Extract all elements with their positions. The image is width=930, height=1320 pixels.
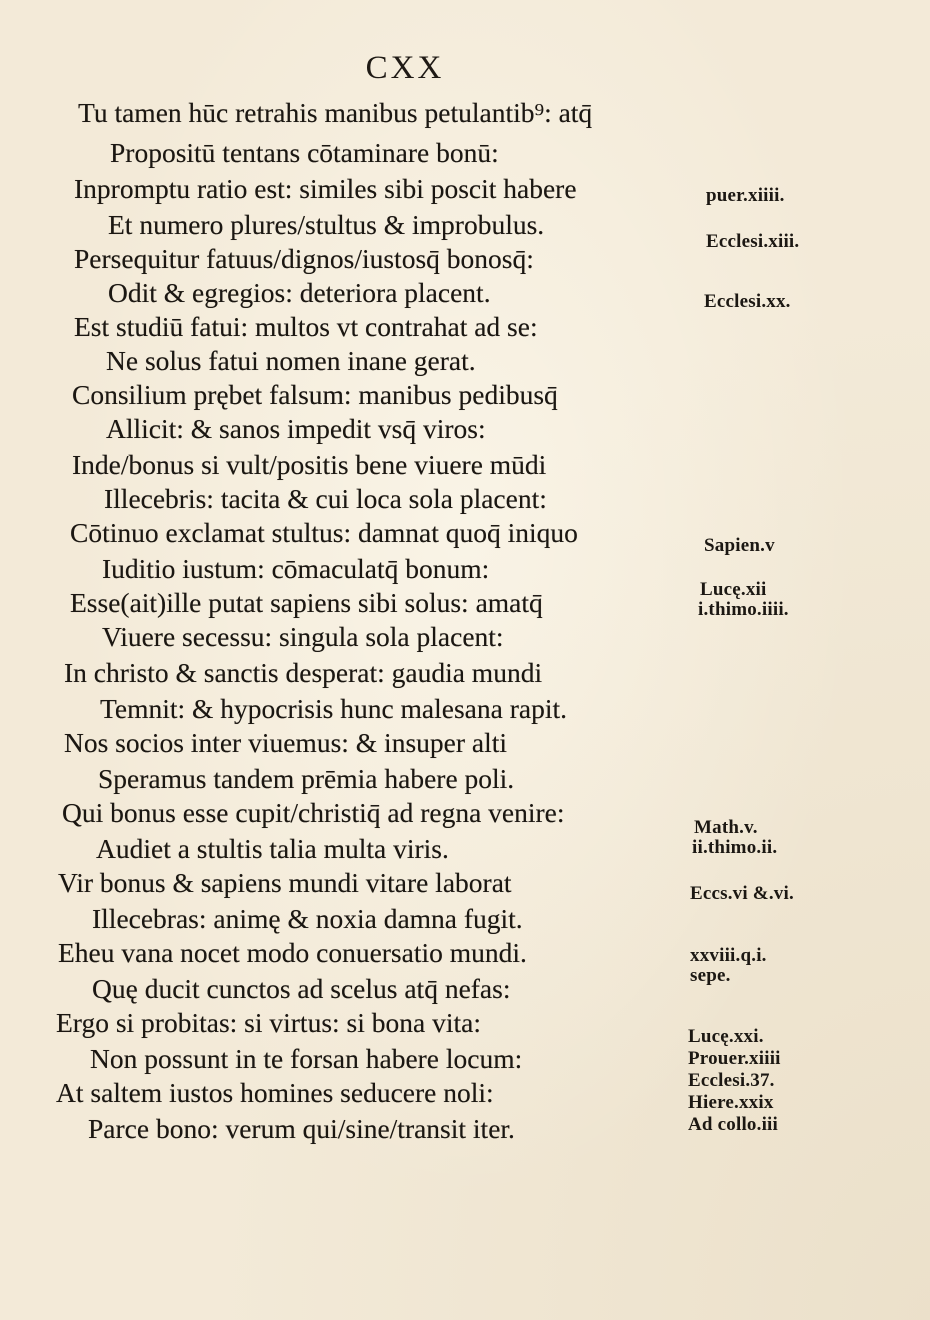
margin-note-line: Lucę.xxi. xyxy=(688,1026,764,1047)
verse-line: Illecebras: animę & noxia damna fugit. xyxy=(92,903,523,934)
margin-note xyxy=(690,946,767,986)
verse-line: Odit & egregios: deteriora placent. xyxy=(108,277,491,308)
margin-note-line: i.thimo.iiii. xyxy=(698,599,789,620)
margin-note: puer.xiiii. xyxy=(706,185,785,206)
margin-note-line: xxviii.q.i. xyxy=(690,945,767,966)
verse-line: Consilium prębet falsum: manibus pedibusq̄ xyxy=(72,379,558,410)
margin-note-line: Ad collo.iii xyxy=(688,1114,779,1135)
verse-line: Inde/bonus si vult/positis bene viuere mūdi xyxy=(72,449,547,480)
margin-note-line: Prouer.xiiii xyxy=(688,1048,781,1069)
verse-line: Tu tamen hūc retrahis manibus petulantib⁹: atq̄ xyxy=(78,97,593,128)
verse-line: Persequitur fatuus/dignos/iustosq̄ bonosq̄: xyxy=(74,243,534,274)
verse-line: Non possunt in te forsan habere locum: xyxy=(90,1043,523,1074)
verse-line: Ne solus fatui nomen inane gerat. xyxy=(106,345,476,376)
margin-note: Ecclesi.xx. xyxy=(704,291,791,312)
margin-note xyxy=(692,818,777,858)
verse-line: Speramus tandem prēmia habere poli. xyxy=(98,763,515,794)
verse-line: Illecebris: tacita & cui loca sola placent: xyxy=(104,483,547,514)
margin-note xyxy=(688,1026,781,1136)
margin-note-line: Math.v. xyxy=(694,817,758,838)
verse-line: Et numero plures/stultus & improbulus. xyxy=(108,209,545,240)
verse-line: Esse(ait)ille putat sapiens sibi solus: amatq̄ xyxy=(70,587,543,618)
verse-line: In christo & sanctis desperat: gaudia mundi xyxy=(64,657,543,688)
margin-note: Eccs.vi &.vi. xyxy=(690,883,794,904)
verse-line: Est studiū fatui: multos vt contrahat ad se: xyxy=(74,311,538,342)
verse-line: Cōtinuo exclamat stultus: damnat quoq̄ iniquo xyxy=(70,517,578,548)
verse-line: Inpromptu ratio est: similes sibi poscit habere xyxy=(74,173,577,204)
verse-line: Allicit: & sanos impedit vsq̄ viros: xyxy=(106,413,486,444)
margin-note xyxy=(698,580,789,620)
verse-line: Eheu vana nocet modo conuersatio mundi. xyxy=(58,937,527,968)
verse-line: At saltem iustos homines seducere noli: xyxy=(56,1077,494,1108)
verse-line: Ergo si probitas: si virtus: si bona vita: xyxy=(56,1007,481,1038)
margin-note: Ecclesi.xiii. xyxy=(706,231,800,252)
folio-number: CXX xyxy=(365,50,445,86)
margin-note-line: Hiere.xxix xyxy=(688,1092,774,1113)
verse-line: Audiet a stultis talia multa viris. xyxy=(96,833,449,864)
margin-note-line: Lucę.xii xyxy=(700,579,767,600)
verse-line: Temnit: & hypocrisis hunc malesana rapit. xyxy=(100,693,567,724)
verse-line: Vir bonus & sapiens mundi vitare laborat xyxy=(58,867,512,898)
margin-note-line: Ecclesi.37. xyxy=(688,1070,775,1091)
verse-line: Quę ducit cunctos ad scelus atq̄ nefas: xyxy=(92,973,511,1004)
margin-note: Sapien.v xyxy=(704,535,775,556)
margin-note-line: sepe. xyxy=(690,965,731,986)
verse-line: Parce bono: verum qui/sine/transit iter. xyxy=(88,1113,515,1144)
verse-line: Propositū tentans cōtaminare bonū: xyxy=(110,137,499,168)
verse-line: Viuere secessu: singula sola placent: xyxy=(102,621,504,652)
verse-line: Qui bonus esse cupit/christiq̄ ad regna venire: xyxy=(62,797,565,828)
verse-line: Iuditio iustum: cōmaculatq̄ bonum: xyxy=(102,553,490,584)
verse-line: Nos socios inter viuemus: & insuper alti xyxy=(64,727,508,758)
margin-note-line: ii.thimo.ii. xyxy=(692,837,778,858)
